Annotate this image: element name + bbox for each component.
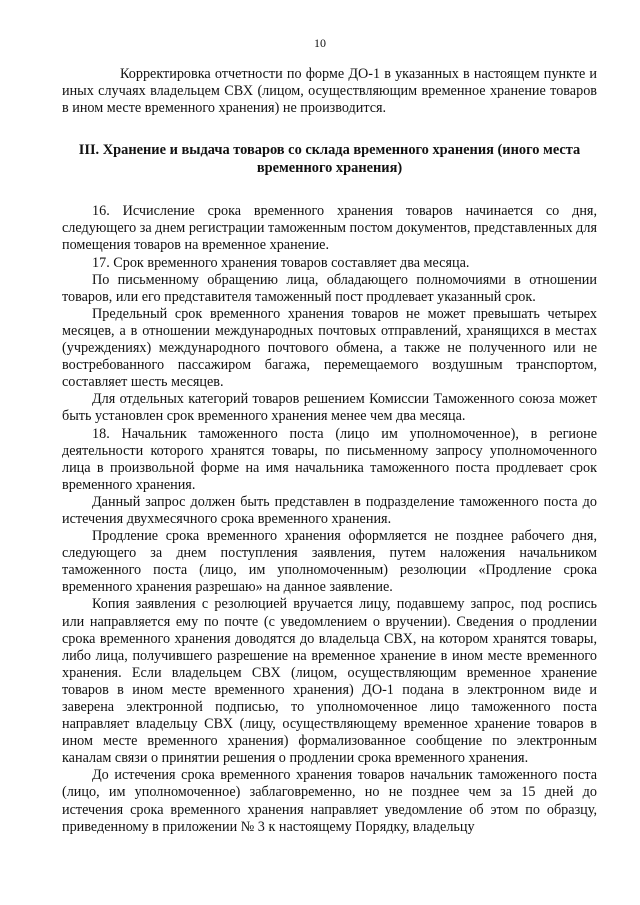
paragraph-18-notification: До истечения срока временного хранения товаров начальник таможенного поста (лицо, им уполномоченное) заблаговременно, но не позднее чем за 15 дней до истечения срока временного хранения направляет уведомление об этом по образцу, приведенному в приложении № 3 к настоящему Порядку, владельцу [62,767,597,835]
paragraph-17: 17. Срок временного хранения товаров составляет два месяца. [92,254,470,271]
paragraph-17-extension: По письменному обращению лица, обладающего полномочиями в отношении товаров, или его представителя таможенный пост продлевает указанный срок. [62,271,597,305]
paragraph-17-limit: Предельный срок временного хранения товаров не может превышать четырех месяцев, а в отношении международных почтовых отправлений, хранящихся в местах (учреждениях) международного почтового обмена, а также не полученного или не востребованного пассажиром багажа, перемещаемого воздушным транспортом, составляет шесть месяцев. [62,305,597,391]
paragraph-16: 16. Исчисление срока временного хранения товаров начинается со дня, следующего за днем регистрации таможенным постом документов, представленных для помещения товаров на временное хранение. [62,203,597,254]
page-number: 10 [314,36,326,50]
paragraph-18-request: Данный запрос должен быть представлен в подразделение таможенного поста до истечения двухмесячного срока временного хранения. [62,493,597,527]
document-body [62,66,597,836]
intro-paragraph: Корректировка отчетности по форме ДО-1 в указанных в настоящем пункте и иных случаях владельцем СВХ (лицом, осуществляющим временное хранение товаров в ином месте временного хранения) не производится. [62,66,597,117]
paragraph-17-categories: Для отдельных категорий товаров решением Комиссии Таможенного союза может быть установлен срок временного хранения менее чем два месяца. [62,391,597,425]
paragraph-18-resolution: Продление срока временного хранения оформляется не позднее рабочего дня, следующего за днем поступления заявления, путем наложения начальником таможенного поста (лицо, им уполномоченным) резолюции «Продление срока временного хранения разрешаю» на данное заявление. [62,528,597,596]
paragraph-18: 18. Начальник таможенного поста (лицо им уполномоченное), в регионе деятельности которого хранятся товары, по письменному запросу уполномоченного лица в произвольной форме на имя начальника таможенного поста продлевает срок временного хранения. [62,425,597,493]
section-heading: III. Хранение и выдача товаров со склада временного хранения (иного места временного хранения) [78,142,581,177]
paragraph-18-copy: Копия заявления с резолюцией вручается лицу, подавшему запрос, под роспись или направляется ему по почте (с уведомлением о вручении). Сведения о продлении срока временного хранения доводятся до владельца СВХ, на котором хранятся товары, либо лица, получившего разрешение на временное хранение в ином месте временного хранения. Если владельцем СВХ (лицом, осуществляющим временное хранение товаров в ином месте временного хранения) ДО-1 подана в электронном виде и заверена электронной подписью, то уполномоченное лицо таможенного поста направляет владельцу СВХ (лицу, осуществляющему временное хранение товаров в ином месте временного хранения) формализованное сообщение по электронным каналам связи о принятии решения о продлении срока временного хранения. [62,596,597,767]
